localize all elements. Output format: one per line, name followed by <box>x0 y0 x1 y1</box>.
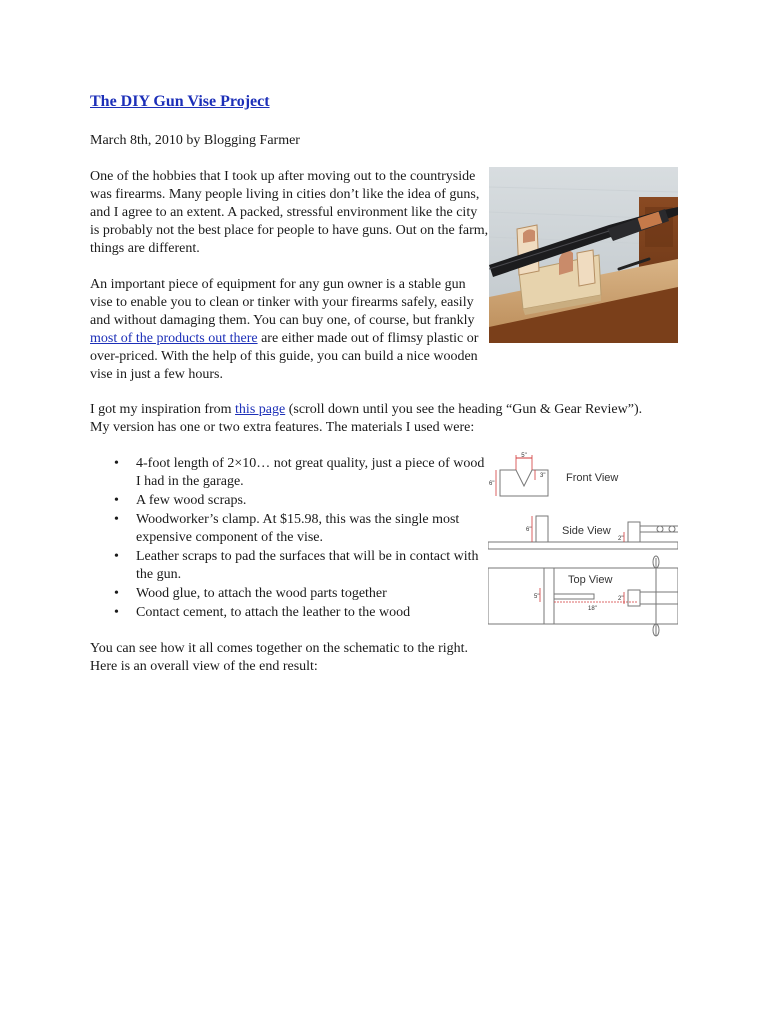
list-item: • A few wood scraps. <box>136 492 490 510</box>
paragraph-equipment-text-end: are either made out of flimsy plastic or over-priced. With the help of this guide, you can build a nice wooden vise in just a few hours. <box>90 331 479 382</box>
materials-list <box>90 455 490 623</box>
side-clamp-label: 2" <box>618 536 624 542</box>
article-title[interactable]: The DIY Gun Vise Project <box>90 93 270 110</box>
vise-schematic <box>488 450 678 640</box>
top-depth-label: 5" <box>534 594 540 600</box>
paragraph-equipment <box>90 276 490 384</box>
list-item: • 4-foot length of 2×10… not great quality, just a piece of wood I had in the garage. <box>136 455 490 491</box>
list-item: • Woodworker’s clamp. At $15.98, this was the single most expensive component of the vise. <box>136 511 490 547</box>
gun-vise-photo <box>489 167 678 343</box>
front-height-label: 6" <box>489 481 495 487</box>
top-view <box>488 556 678 636</box>
paragraph-equipment-text-start: An important piece of equipment for any gun owner is a stable gun vise to enable you to clean or tinker with your firearms safely, easily and without damaging them. You can buy one, of course, but frankly <box>90 277 475 328</box>
top-length-label: 18" <box>588 606 597 612</box>
article-byline: March 8th, 2010 by Blogging Farmer <box>90 133 300 148</box>
paragraph-inspiration-text-end: (scroll down until you see the heading “Gun & Gear Review”). My version has one or two extra features. The materials I used were: <box>90 402 643 435</box>
front-view-label: Front View <box>566 472 619 484</box>
top-clamp-label: 2" <box>618 596 624 602</box>
products-link[interactable]: most of the products out there <box>90 331 258 346</box>
front-view <box>489 453 618 496</box>
list-item: • Contact cement, to attach the leather to the wood <box>136 604 490 622</box>
this-page-link[interactable]: this page <box>235 402 286 417</box>
paragraph-schematic: You can see how it all comes together on the schematic to the right. Here is an overall view of the end result: <box>90 641 469 674</box>
paragraph-inspiration-text-start: I got my inspiration from <box>90 402 236 417</box>
vise-schematic-drawing <box>488 450 678 640</box>
paragraph-intro: One of the hobbies that I took up after moving out to the countryside was firearms. Many people living in cities don’t like the idea of guns, and I agree to an extent. A packed, stressful environment like the city is probably not the best place for people to have guns. Out on the farm, things are different. <box>90 169 489 256</box>
side-height-label: 6" <box>526 527 532 533</box>
top-view-label: Top View <box>568 574 613 586</box>
list-item: • Leather scraps to pad the surfaces that will be in contact with the gun. <box>136 548 490 584</box>
front-width-label: 5" <box>521 453 527 459</box>
front-notch-label: 3" <box>540 473 546 479</box>
list-item: • Wood glue, to attach the wood parts together <box>136 585 490 603</box>
side-view-label: Side View <box>562 525 611 537</box>
paragraph-inspiration <box>90 401 650 437</box>
gun-vise-photo-illustration <box>489 167 678 343</box>
side-view <box>488 516 678 549</box>
